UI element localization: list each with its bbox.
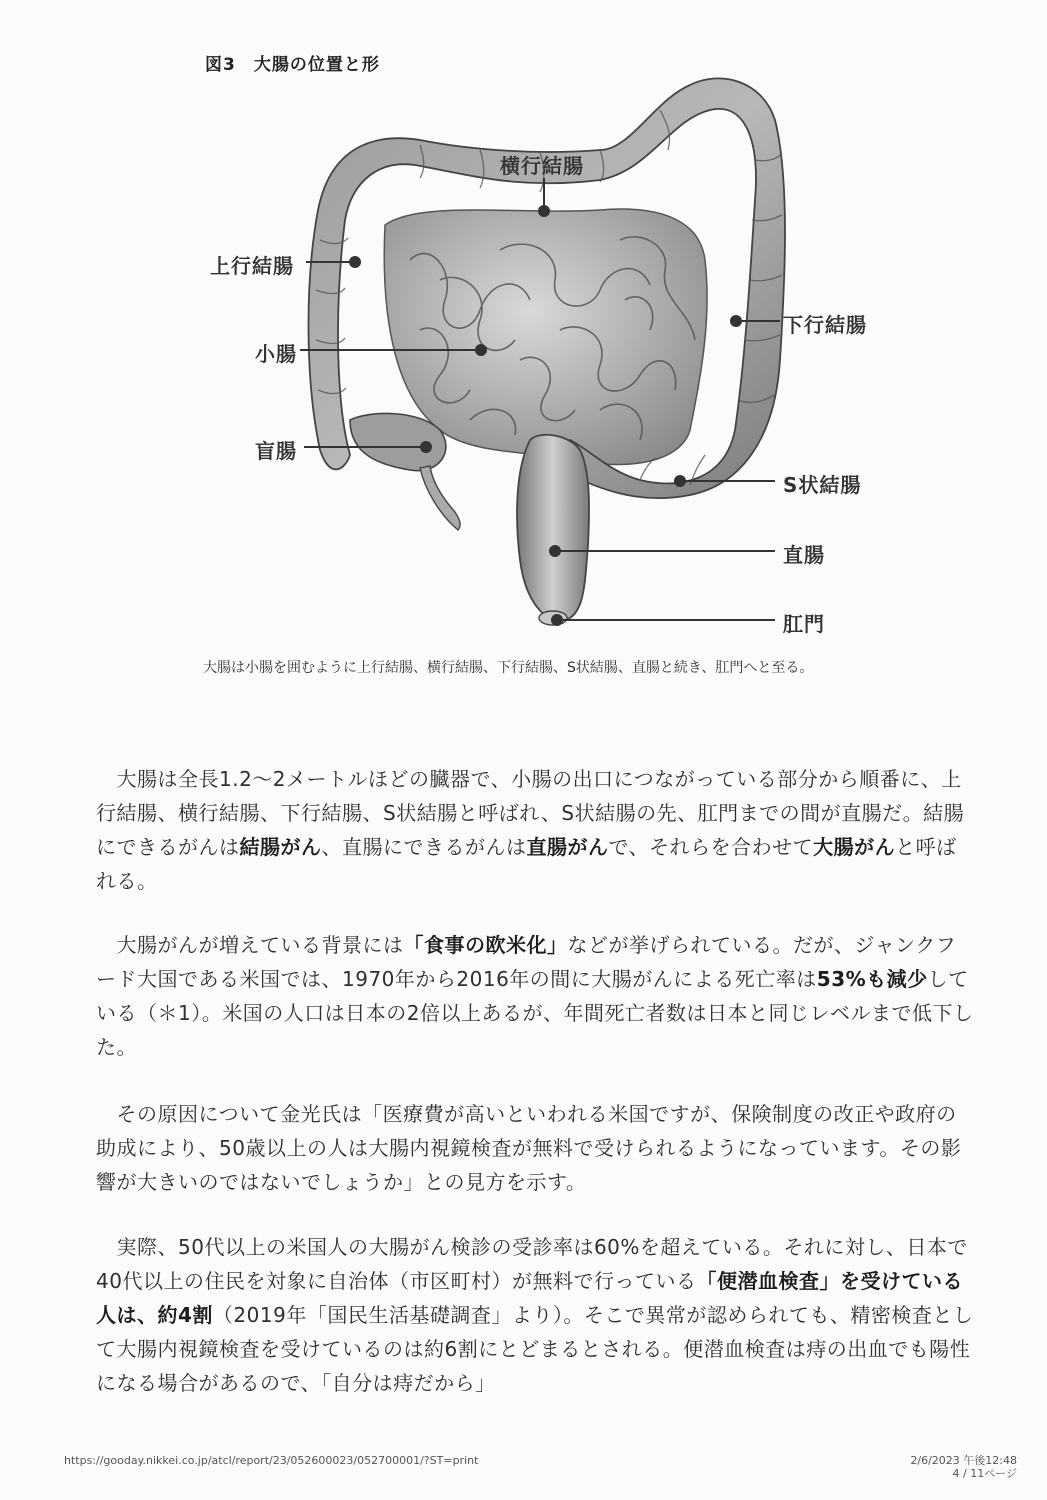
label-rectum: 直腸 <box>783 543 825 567</box>
label-descending-colon: 下行結腸 <box>783 313 867 337</box>
footer-meta <box>910 1454 1017 1480</box>
figure-title: 図3 大腸の位置と形 <box>205 55 380 75</box>
footer-url[interactable]: https://gooday.nikkei.co.jp/atcl/report/23/052600023/052700001/?ST=print <box>64 1454 479 1467</box>
label-sigmoid-colon: S状結腸 <box>783 473 862 497</box>
paragraph-2: 大腸がんが増えている背景には「食事の欧米化」などが挙げられている。だが、ジャンクフード大国である米国では、1970年から2016年の間に大腸がんによる死亡率は53%も減少している（＊1）。米国の人口は日本の2倍以上あるが、年間死亡者数は日本と同じレベルまで低下した。 <box>96 933 974 1059</box>
label-transverse-colon: 横行結腸 <box>500 154 584 178</box>
label-small-intestine: 小腸 <box>255 342 297 366</box>
paragraph-4: 実際、50代以上の米国人の大腸がん検診の受診率は60%を超えている。それに対し、日本で40代以上の住民を対象に自治体（市区町村）が無料で行っている「便潜血検査」を受けている人は、約4割（2019年「国民生活基礎調査」より）。そこで異常が認められても、精密検査として大腸内視鏡検査を受けているのは約6割にとどまるとされる。便潜血検査は痔の出血でも陽性になる場合があるので、「自分は痔だから」 <box>96 1235 974 1395</box>
paragraph-3: その原因について金光氏は「医療費が高いといわれる米国ですが、保険制度の改正や政府の助成により、50歳以上の人は大腸内視鏡検査が無料で受けられるようになっています。その影響が大きいのではないでしょうか」との見方を示す。 <box>96 1102 962 1194</box>
rectum-shape <box>517 435 589 621</box>
footer-datetime: 2/6/2023 午後12:48 <box>910 1454 1017 1467</box>
footer-page-number: 4 / 11ページ <box>952 1467 1017 1480</box>
figure-caption: 大腸は小腸を囲むように上行結腸、横行結腸、下行結腸、S状結腸、直腸と続き、肛門へと至る。 <box>203 660 814 676</box>
label-cecum: 盲腸 <box>255 439 297 463</box>
large-intestine-illustration <box>0 0 1047 650</box>
label-anus: 肛門 <box>783 612 825 636</box>
paragraph-1: 大腸は全長1.2〜2メートルほどの臓器で、小腸の出口につながっている部分から順番に、上行結腸、横行結腸、下行結腸、S状結腸と呼ばれ、S状結腸の先、肛門までの間が直腸だ。結腸にできるがんは結腸がん、直腸にできるがんは直腸がんで、それらを合わせて大腸がんと呼ばれる。 <box>96 767 965 893</box>
appendix-shape <box>420 466 460 530</box>
label-ascending-colon: 上行結腸 <box>210 254 294 278</box>
